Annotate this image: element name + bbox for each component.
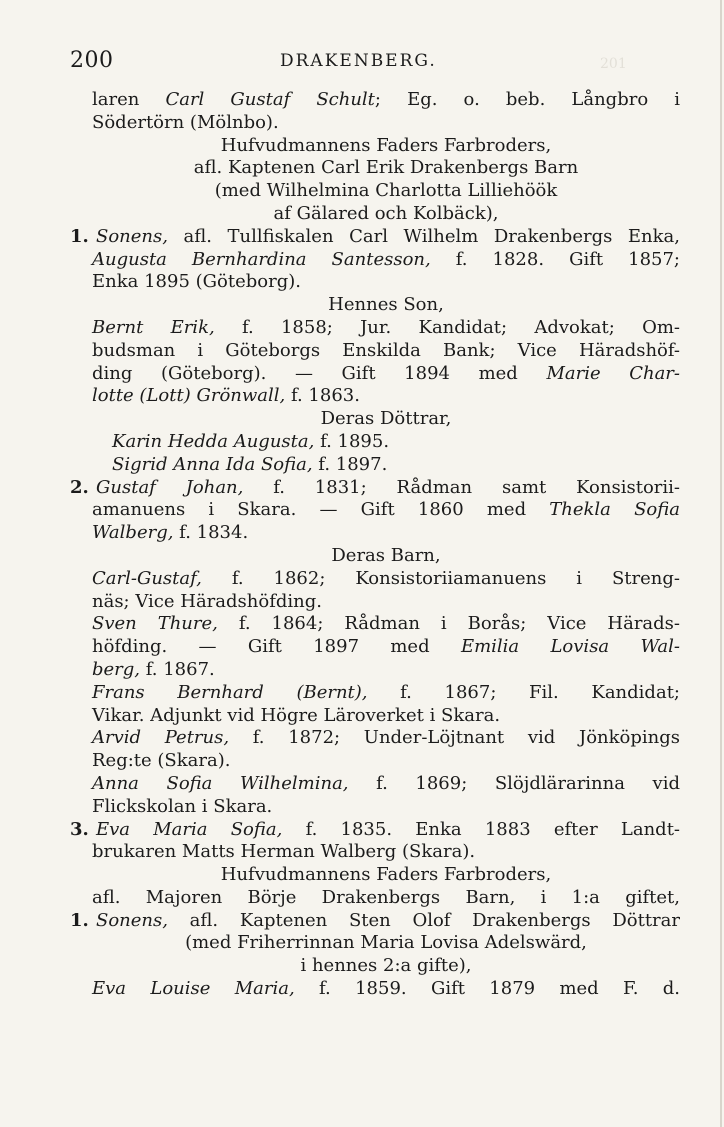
line-text	[112, 431, 680, 454]
text-line	[70, 408, 680, 431]
line-text	[92, 363, 680, 386]
text-run: Reg:te (Skara).	[92, 750, 231, 772]
italic-name: Walberg,	[92, 522, 174, 544]
text-line	[70, 796, 680, 819]
text-line	[70, 157, 680, 180]
text-line	[70, 203, 680, 226]
text-line	[70, 682, 680, 705]
page-edge	[720, 0, 722, 1127]
page-header	[70, 48, 680, 78]
text-run: Flickskolan i Skara.	[92, 795, 273, 817]
text-line	[70, 887, 680, 910]
line-text	[92, 636, 680, 659]
text-run: näs; Vice Häradshöfding.	[92, 590, 322, 612]
text-run: afl. Tullfiskalen Carl Wilhelm Drakenbergs Enka,	[167, 225, 680, 247]
entry-number: 2.	[70, 476, 89, 498]
entry-number: 1.	[70, 225, 89, 247]
line-text	[92, 180, 680, 203]
text-line	[70, 705, 680, 728]
line-text	[92, 978, 680, 1001]
text-line	[70, 864, 680, 887]
line-text	[92, 203, 680, 226]
page-body	[70, 89, 680, 1001]
text-run: f. 1863.	[285, 385, 360, 407]
italic-name: Eva Maria Sofia,	[96, 818, 283, 840]
text-run: f. 1862; Konsistoriiamanuens i Streng-	[201, 567, 680, 589]
text-run: af Gälared och Kolbäck),	[273, 202, 499, 224]
text-run: Enka 1895 (Göteborg).	[92, 271, 301, 293]
text-run: f. 1831; Rådman samt Konsistorii-	[243, 476, 680, 498]
text-line	[70, 271, 680, 294]
text-line	[70, 294, 680, 317]
line-text	[92, 545, 680, 568]
line-text	[92, 408, 680, 431]
italic-name: Carl Gustaf Schult	[165, 89, 375, 110]
entry-number: 1.	[70, 909, 89, 931]
line-text	[92, 294, 680, 317]
text-run: afl. Kaptenen Sten Olof Drakenbergs Döttrar	[167, 909, 680, 931]
text-run: (med Friherrinnan Maria Lovisa Adelswärd,	[185, 932, 587, 954]
line-text	[92, 522, 680, 545]
page-number: 200	[70, 48, 114, 73]
text-run: Hufvudmannens Faders Farbroders,	[220, 134, 552, 156]
line-text	[92, 340, 680, 363]
line-text	[92, 841, 680, 864]
italic-name: lotte (Lott) Grönwall,	[92, 385, 286, 407]
text-run: budsman i Göteborgs Enskilda Bank; Vice Häradshöf-	[92, 339, 680, 361]
text-run: f. 1895.	[314, 430, 390, 452]
text-line	[70, 773, 680, 796]
text-run: f. 1828. Gift 1857;	[430, 248, 680, 270]
text-run: (med Wilhelmina Charlotta Lilliehöök	[214, 180, 558, 202]
text-run: Deras Barn,	[331, 544, 441, 566]
line-text	[92, 317, 680, 340]
line-text	[92, 385, 680, 408]
text-line	[70, 591, 680, 614]
text-run: Hennes Son,	[328, 294, 444, 316]
text-line	[70, 522, 680, 545]
line-text	[92, 135, 680, 158]
line-text	[112, 454, 680, 477]
text-run: Södertörn (Mölnbo).	[92, 111, 279, 133]
text-run: Vikar. Adjunkt vid Högre Läroverket i Skara.	[92, 704, 501, 726]
line-text	[92, 249, 680, 272]
line-text	[92, 499, 680, 522]
italic-name: Anna Sofia Wilhelmina,	[92, 772, 349, 794]
text-line	[70, 613, 680, 636]
text-line	[70, 499, 680, 522]
line-text	[92, 796, 680, 819]
text-line	[70, 659, 680, 682]
text-run: Hufvudmannens Faders Farbroders,	[220, 864, 552, 886]
text-line	[70, 180, 680, 203]
text-run: f. 1867; Fil. Kandidat;	[367, 681, 680, 703]
text-run: afl. Majoren Börje Drakenbergs Barn, i 1:a giftet,	[92, 886, 680, 908]
text-line	[70, 135, 680, 158]
italic-name: Sven Thure,	[92, 613, 218, 635]
bleed-through-page-number: 201	[600, 56, 627, 72]
line-text	[96, 477, 680, 500]
text-line	[70, 317, 680, 340]
italic-name: Augusta Bernhardina Santesson,	[92, 248, 431, 270]
text-run: ding (Göteborg). — Gift 1894 med	[92, 362, 547, 384]
text-line	[70, 431, 680, 454]
italic-name: Emilia Lovisa Wal-	[460, 636, 680, 658]
text-line	[70, 340, 680, 363]
text-run: f. 1867.	[140, 658, 215, 680]
line-text	[92, 750, 680, 773]
italic-name: Sigrid Anna Ida Sofia,	[112, 453, 313, 475]
text-line	[70, 454, 680, 477]
text-run: i hennes 2:a gifte),	[300, 955, 472, 977]
entry-number: 3.	[70, 818, 89, 840]
italic-name: Karin Hedda Augusta,	[112, 430, 315, 452]
running-title: DRAKENBERG.	[280, 51, 437, 71]
text-line	[70, 477, 680, 500]
italic-name: Sonens,	[96, 909, 168, 931]
italic-name: Thekla Sofia	[549, 499, 680, 521]
italic-name: Sonens,	[96, 225, 168, 247]
italic-name: Eva Louise Maria,	[92, 978, 295, 1000]
text-line	[70, 89, 680, 112]
line-text	[96, 226, 680, 249]
line-text	[92, 591, 680, 614]
line-text	[92, 773, 680, 796]
line-text	[92, 271, 680, 294]
text-run: f. 1834.	[173, 522, 249, 544]
text-run: ; Eg. o. beb. Långbro i	[374, 89, 681, 110]
line-text	[92, 887, 680, 910]
line-text	[96, 819, 680, 842]
line-text	[92, 89, 680, 112]
line-text	[92, 955, 680, 978]
text-line	[70, 112, 680, 135]
italic-name: Arvid Petrus,	[92, 727, 230, 749]
text-line	[70, 910, 680, 933]
text-line	[70, 955, 680, 978]
text-run: f. 1864; Rådman i Borås; Vice Härads-	[217, 613, 680, 635]
text-run: höfding. — Gift 1897 med	[92, 636, 461, 658]
line-text	[96, 910, 680, 933]
line-text	[92, 157, 680, 180]
line-text	[92, 659, 680, 682]
text-run: afl. Kaptenen Carl Erik Drakenbergs Barn	[193, 157, 579, 179]
line-text	[92, 568, 680, 591]
text-run: f. 1872; Under-Löjtnant vid Jönköpings	[229, 727, 680, 749]
line-text	[92, 613, 680, 636]
line-text	[92, 705, 680, 728]
text-line	[70, 727, 680, 750]
text-line	[70, 226, 680, 249]
text-line	[70, 819, 680, 842]
line-text	[92, 682, 680, 705]
italic-name: Marie Char-	[546, 362, 680, 384]
text-line	[70, 568, 680, 591]
text-line	[70, 363, 680, 386]
line-text	[92, 727, 680, 750]
italic-name: Frans Bernhard (Bernt),	[92, 681, 368, 703]
text-line	[70, 978, 680, 1001]
text-line	[70, 841, 680, 864]
text-run: amanuens i Skara. — Gift 1860 med	[92, 499, 550, 521]
line-text	[92, 112, 680, 135]
text-run: f. 1869; Slöjdlärarinna vid	[348, 772, 680, 794]
italic-name: Carl-Gustaf,	[92, 567, 202, 589]
text-line	[70, 545, 680, 568]
line-text	[92, 864, 680, 887]
line-text	[92, 932, 680, 955]
italic-name: Bernt Erik,	[92, 316, 215, 338]
text-run: f. 1897.	[312, 453, 388, 475]
text-run: brukaren Matts Herman Walberg (Skara).	[92, 841, 476, 863]
italic-name: Gustaf Johan,	[96, 476, 244, 498]
text-run: f. 1859. Gift 1879 med F. d.	[294, 978, 680, 1000]
text-run: f. 1835. Enka 1883 efter Landt-	[282, 818, 681, 840]
text-run: laren	[92, 89, 166, 110]
text-line	[70, 249, 680, 272]
text-line	[70, 385, 680, 408]
text-line	[70, 750, 680, 773]
text-line	[70, 932, 680, 955]
text-line	[70, 636, 680, 659]
text-run: Deras Döttrar,	[320, 408, 452, 430]
italic-name: berg,	[92, 658, 141, 680]
text-run: f. 1858; Jur. Kandidat; Advokat; Om-	[214, 316, 680, 338]
